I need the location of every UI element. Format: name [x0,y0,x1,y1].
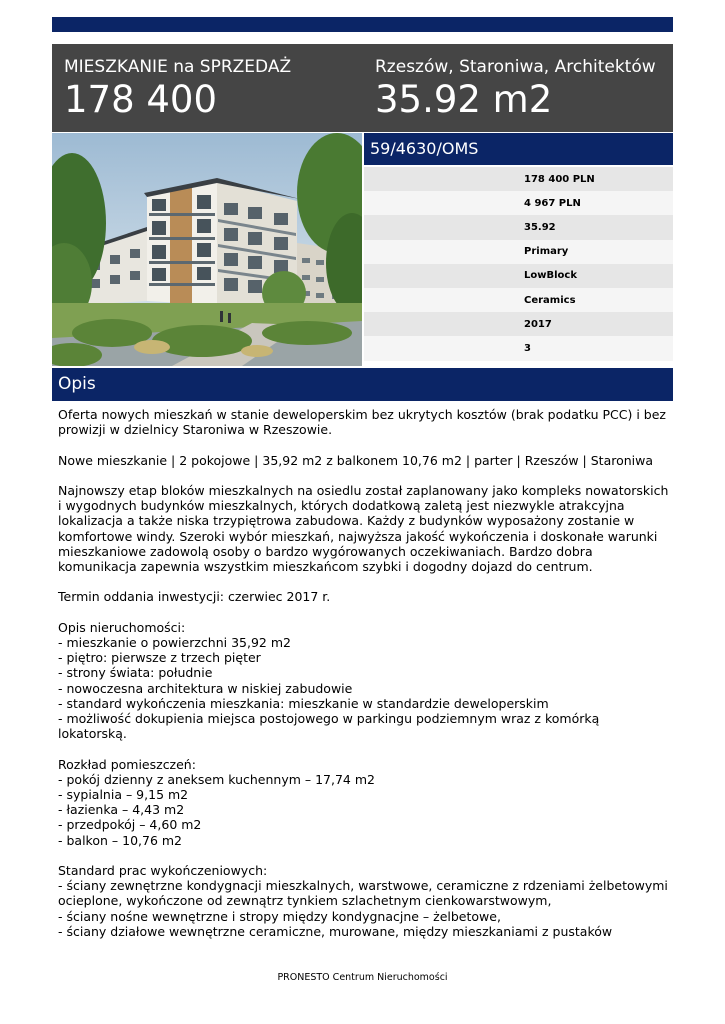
list-item: - standard wykończenia mieszkania: mieszkanie w standardzie deweloperskim [58,695,549,711]
detail-value: 3 [524,342,531,354]
listing-price: 178 400 [64,78,218,121]
detail-row [364,336,673,360]
layout-list-title: Rozkład pomieszczeń: [58,756,196,772]
details-table [364,167,673,361]
detail-value: 178 400 PLN [524,173,595,185]
list-item: - piętro: pierwsze z trzech pięter [58,650,261,666]
offer-reference: 59/4630/OMS [364,133,673,165]
detail-row [364,191,673,215]
listing-area: 35.92 m2 [375,78,553,121]
detail-value: 2017 [524,318,552,330]
list-item: - ściany działowe wewnętrzne ceramiczne, murowane, między mieszkaniami z pustaków [58,923,613,939]
description-body: Najnowszy etap bloków mieszkalnych na osiedlu został zaplanowany jako kompleks nowatorskich i wygodnych budynków mieszkalnych, których dodatkową zaletą jest niezwykle atrakcyjna lokalizacja a także niska trzypiętrowa zabudowa. Każdy z budynków wyposażony zostanie w komfortowe windy. Szeroki wybór mieszkań, najwyższa jakość wykończenia i doskonałe warunki mieszkaniowe zadowolą osoby o bardzo wygórowanych oczekiwaniach. Bardzo dobra komunikacja zapewnia wszystkim mieszkańcom szybki i dogodny dojazd do centrum. [58,482,673,574]
description-completion: Termin oddania inwestycji: czerwiec 2017 r. [58,589,331,605]
top-accent-bar [52,17,673,32]
list-item: - ściany nośne wewnętrzne i stropy między kondygnacjne – żelbetowe, [58,908,501,924]
listing-location: Rzeszów, Staroniwa, Architektów [375,57,656,77]
description-text [58,407,673,939]
detail-row [364,312,673,336]
detail-row [364,264,673,288]
detail-value: Ceramics [524,294,576,306]
list-item: - pokój dzienny z aneksem kuchennym – 17,74 m2 [58,771,375,787]
standard-list-title: Standard prac wykończeniowych: [58,863,268,878]
detail-row [364,240,673,264]
property-list-title: Opis nieruchomości: [58,619,186,635]
detail-row [364,167,673,191]
detail-value: 4 967 PLN [524,197,581,209]
listing-header [52,44,673,132]
description-section-title: Opis [52,368,673,401]
description-summary: Nowe mieszkanie | 2 pokojowe | 35,92 m2 z balkonem 10,76 m2 | parter | Rzeszów | Staroniwa [58,452,654,468]
header-right [375,56,656,122]
detail-value: Primary [524,246,569,258]
apartment-building-image [52,133,362,366]
list-item: - sypialnia – 9,15 m2 [58,787,189,802]
header-left [64,56,291,122]
detail-value: LowBlock [524,270,577,282]
page-footer: PRONESTO Centrum Nieruchomości [277,972,448,983]
list-item: - możliwość dokupienia miejsca postojowego w parkingu podziemnym wraz z komórką lokatorską. [58,711,604,742]
list-item: - ściany zewnętrzne kondygnacji mieszkalnych, warstwowe, ceramiczne z rdzeniami żelbetowymi ocieplone, wykończone od zewnątrz tynkiem szlachetnym cienkowarstwowym, [58,878,672,909]
property-photo [52,133,362,366]
list-item: - nowoczesna architektura w niskiej zabudowie [58,680,353,696]
list-item: - łazienka – 4,43 m2 [58,802,185,818]
detail-row [364,215,673,239]
description-intro: Oferta nowych mieszkań w stanie deweloperskim bez ukrytych kosztów (brak podatku PCC) i bez prowizji w dzielnicy Staroniwa w Rzeszowie. [58,407,670,438]
list-item: - mieszkanie o powierzchni 35,92 m2 [58,634,291,650]
detail-value: 35.92 [524,221,556,233]
listing-type: MIESZKANIE na SPRZEDAŻ [64,57,292,77]
detail-row [364,288,673,312]
list-item: - przedpokój – 4,60 m2 [58,817,202,833]
list-item: - balkon – 10,76 m2 [58,832,182,848]
list-item: - strony świata: południe [58,665,213,681]
